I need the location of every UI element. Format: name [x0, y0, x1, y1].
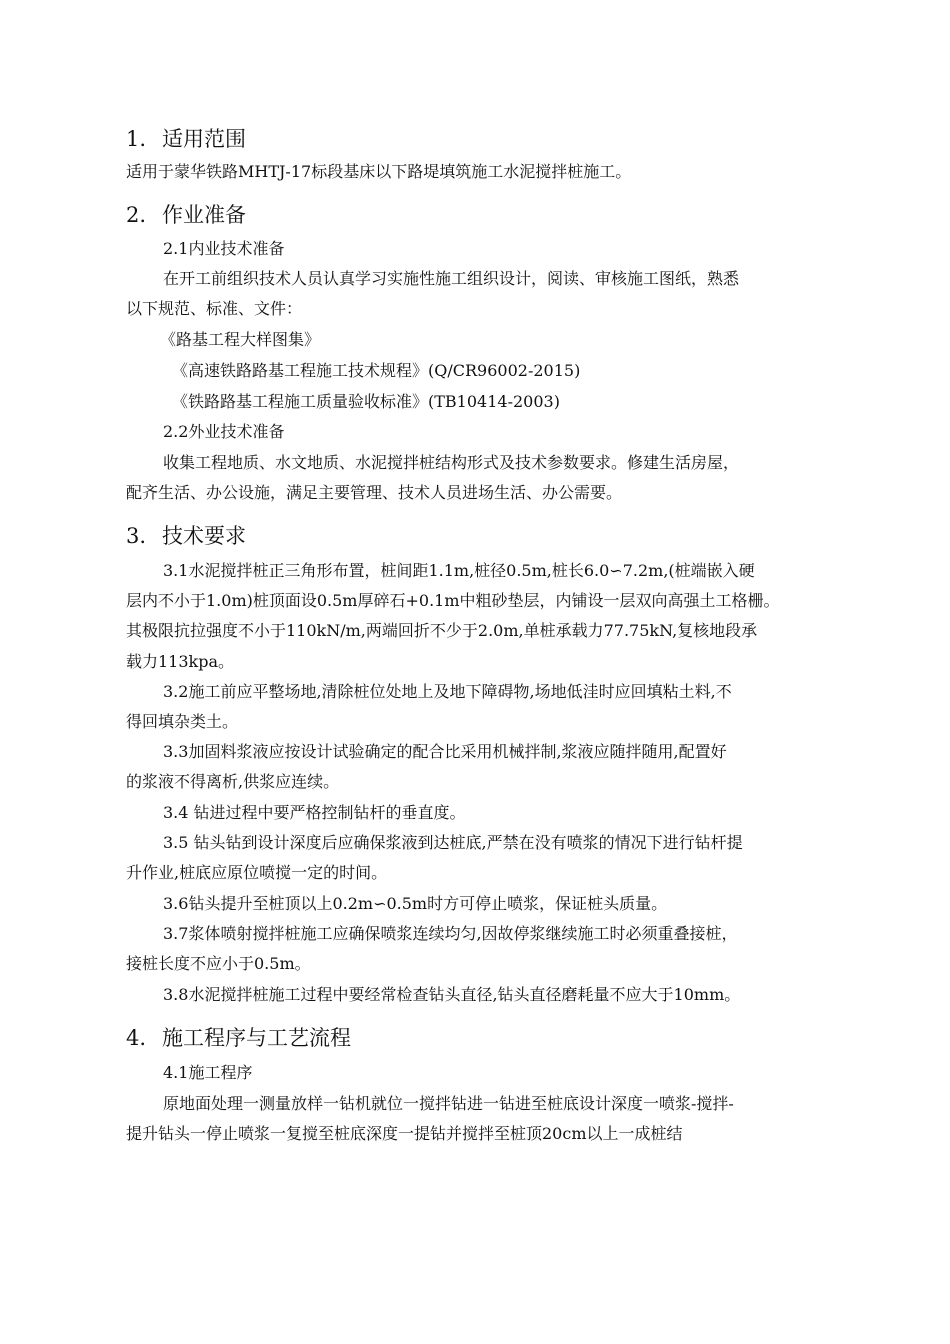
- section-title: 技术要求: [162, 524, 246, 548]
- section-number: 1.: [126, 127, 147, 151]
- section-4-heading: [126, 1024, 351, 1052]
- reference-item: 《路基工程大样图集》: [160, 330, 321, 349]
- paragraph-line: 3.6钻头提升至桩顶以上0.2m∽0.5m时方可停止喷浆，保证桩头质量。: [163, 894, 668, 913]
- subsection-heading: 2.1内业技术准备: [163, 239, 285, 258]
- paragraph-line: 3.3加固料浆液应按设计试验确定的配合比采用机械拌制,浆液应随拌随用,配置好: [163, 742, 727, 761]
- paragraph-line: 配齐生活、办公设施，满足主要管理、技术人员进场生活、办公需要。: [126, 483, 623, 502]
- section-number: 4.: [126, 1026, 147, 1050]
- section-1-heading: [126, 125, 246, 153]
- paragraph-line: 升作业,桩底应原位喷搅一定的时间。: [126, 863, 388, 882]
- reference-item: 《铁路路基工程施工质量验收标准》(TB10414-2003): [172, 392, 560, 411]
- section-3-heading: [126, 522, 246, 550]
- paragraph-line: 提升钻头一停止喷浆一复搅至桩底深度一提钻并搅拌至桩顶20cm以上一成桩结: [126, 1124, 683, 1143]
- paragraph-line: 层内不小于1.0m)桩顶面设0.5m厚碎石+0.1m中粗砂垫层，内铺设一层双向高强土工格栅。: [126, 591, 780, 610]
- paragraph-line: 的浆液不得离析,供浆应连续。: [126, 772, 340, 791]
- paragraph-line: 以下规范、标准、文件：: [126, 299, 303, 318]
- paragraph-line: 原地面处理一测量放样一钻机就位一搅拌钻进一钻进至桩底设计深度一喷浆-搅拌-: [163, 1094, 734, 1113]
- paragraph-line: 3.5 钻头钻到设计深度后应确保浆液到达桩底,严禁在没有喷浆的情况下进行钻杆提: [163, 833, 743, 852]
- paragraph: 适用于蒙华铁路MHTJ-17标段基床以下路堤填筑施工水泥搅拌桩施工。: [126, 162, 632, 181]
- section-2-heading: [126, 201, 246, 229]
- paragraph-line: 3.4 钻进过程中要严格控制钻杆的垂直度。: [163, 803, 466, 822]
- paragraph-line: 其极限抗拉强度不小于110kN/m,两端回折不少于2.0m,单桩承载力77.75kN,复核地段承: [126, 621, 758, 640]
- paragraph-line: 3.7浆体喷射搅拌桩施工应确保喷浆连续均匀,因故停浆继续施工时必须重叠接桩，: [163, 924, 738, 943]
- section-title: 施工程序与工艺流程: [162, 1026, 351, 1050]
- paragraph-line: 3.8水泥搅拌桩施工过程中要经常检查钻头直径,钻头直径磨耗量不应大于10mm。: [163, 985, 741, 1004]
- section-title: 作业准备: [162, 203, 246, 227]
- reference-item: 《高速铁路路基工程施工技术规程》(Q/CR96002-2015): [172, 361, 581, 380]
- paragraph-line: 载力113kpa。: [126, 652, 235, 671]
- section-title: 适用范围: [162, 127, 246, 151]
- section-number: 2.: [126, 203, 147, 227]
- paragraph-line: 在开工前组织技术人员认真学习实施性施工组织设计，阅读、审核施工图纸，熟悉: [163, 269, 740, 288]
- subsection-heading: 2.2外业技术准备: [163, 422, 285, 441]
- subsection-heading: 4.1施工程序: [163, 1063, 253, 1082]
- paragraph-line: 3.2施工前应平整场地,清除桩位处地上及地下障碍物,场地低洼时应回填粘土料,不: [163, 682, 732, 701]
- paragraph-line: 收集工程地质、水文地质、水泥搅拌桩结构形式及技术参数要求。修建生活房屋，: [163, 453, 740, 472]
- paragraph-line: 接桩长度不应小于0.5m。: [126, 954, 311, 973]
- paragraph-line: 3.1水泥搅拌桩正三角形布置，桩间距1.1m,桩径0.5m,桩长6.0∽7.2m,(桩端嵌入硬: [163, 561, 755, 580]
- paragraph-line: 得回填杂类土。: [126, 712, 239, 731]
- section-number: 3.: [126, 524, 147, 548]
